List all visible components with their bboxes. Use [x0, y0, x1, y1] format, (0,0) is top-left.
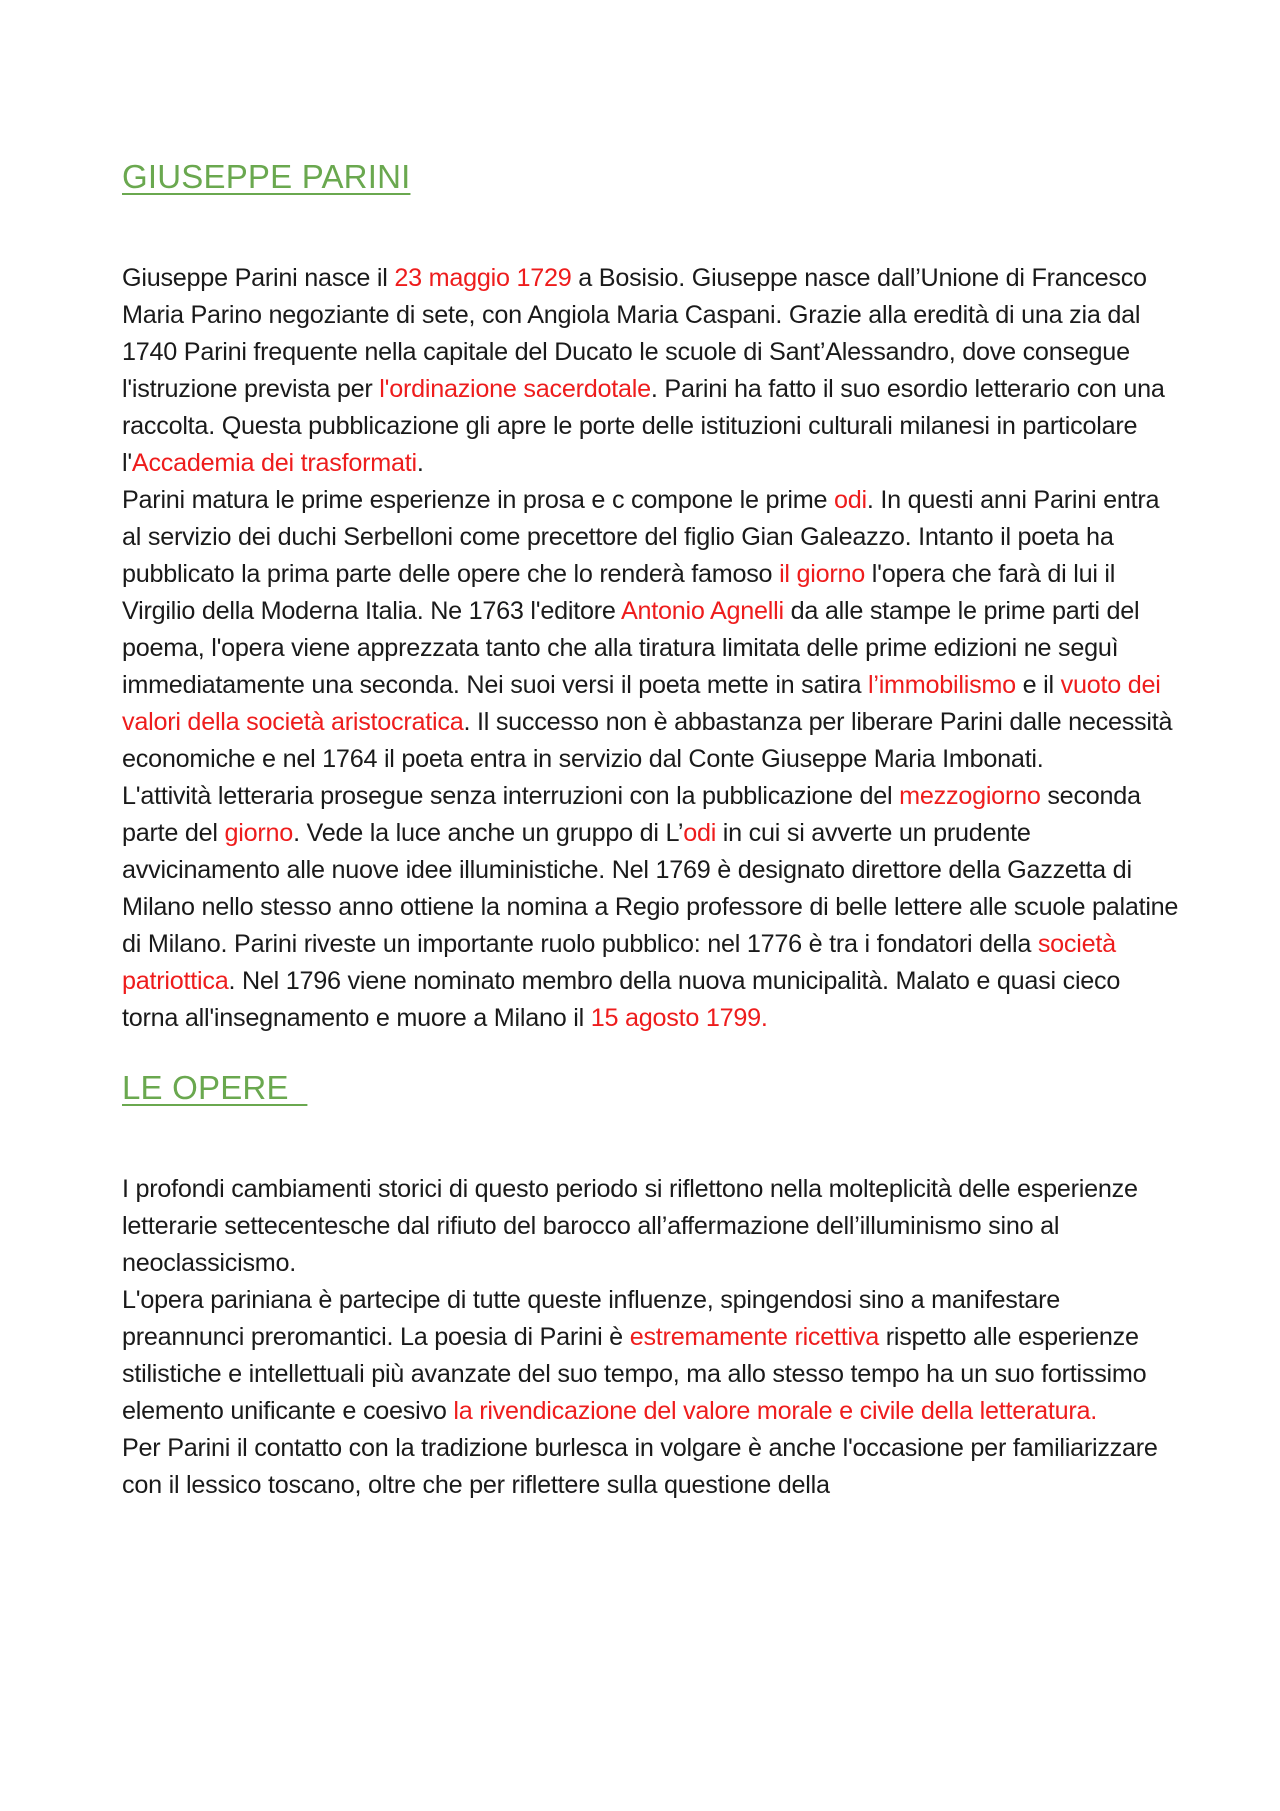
highlighted-text: mezzogiorno	[899, 782, 1041, 810]
document-page	[122, 158, 1182, 1504]
paragraph	[122, 260, 1182, 482]
paragraph-text: Giuseppe Parini nasce il	[122, 264, 395, 292]
paragraph-text: . Vede la luce anche un gruppo di L’	[293, 819, 684, 847]
section-biography	[122, 260, 1182, 1037]
highlighted-text: 23 maggio 1729	[394, 264, 572, 292]
highlighted-text: la rivendicazione del valore morale e civile della letteratura.	[453, 1397, 1098, 1425]
paragraph-text: rispetto alle esperienze stilistiche e intellettuali più avanzate del suo tempo, ma allo stesso tempo ha un suo fortissimo elemento unificante e coesivo	[122, 1323, 1147, 1425]
paragraph	[122, 1171, 1182, 1282]
paragraph-text: Per Parini il contatto con la tradizione burlesca in volgare è anche l'occasione per familiarizzare con il lessico toscano, oltre che per riflettere sulla questione della	[122, 1434, 1158, 1499]
highlighted-text: Antonio Agnelli	[620, 597, 784, 625]
paragraph-text: a Bosisio. Giuseppe nasce dall’Unione di Francesco Maria Parino negoziante di sete, con Angiola Maria Caspani. Grazie alla eredità di una zia dal 1740 Parini frequente nella capitale del Ducato le scuole di Sant’Alessandro, dove consegue l'istruzione prevista per	[122, 264, 1147, 403]
highlighted-text: odi	[833, 486, 867, 514]
paragraph-text: L'attività letteraria prosegue senza interruzioni con la pubblicazione del	[122, 782, 900, 810]
paragraph-text: l'opera che farà di lui il Virgilio della Moderna Italia. Ne 1763 l'editore	[122, 560, 1116, 625]
section-works	[122, 1171, 1182, 1504]
paragraph-text: .	[416, 449, 424, 477]
paragraph-text: seconda parte del	[122, 782, 1141, 847]
highlighted-text: giorno	[224, 819, 294, 847]
highlighted-text: 15 agosto 1799.	[590, 1004, 768, 1032]
paragraph-text: I profondi cambiamenti storici di questo periodo si riflettono nella molteplicità delle esperienze letterarie settecentesche dal rifiuto del barocco all’affermazione dell’illuminismo sino al neoclassicismo.	[122, 1175, 1138, 1277]
paragraph	[122, 482, 1182, 778]
highlighted-text: l’immobilismo	[868, 671, 1016, 699]
highlighted-text: estremamente ricettiva	[629, 1323, 879, 1351]
highlighted-text: l'ordinazione sacerdotale	[379, 375, 651, 403]
paragraph-text: . Il successo non è abbastanza per liberare Parini dalle necessità economiche e nel 1764 il poeta entra in servizio dal Conte Giuseppe Maria Imbonati.	[122, 708, 1173, 773]
paragraph	[122, 778, 1182, 1037]
paragraph-text: L'opera pariniana è partecipe di tutte queste influenze, spingendosi sino a manifestare preannunci preromantici. La poesia di Parini è	[122, 1286, 1061, 1351]
highlighted-text: Accademia dei trasformati	[131, 449, 417, 477]
highlighted-text: odi	[683, 819, 717, 847]
paragraph-text: e il	[1015, 671, 1061, 699]
heading-le-opere: LE OPERE	[122, 1069, 308, 1106]
paragraph-text: . In questi anni Parini entra al servizio dei duchi Serbelloni come precettore del figlio Gian Galeazzo. Intanto il poeta ha pubblicato la prima parte delle opere che lo renderà famoso	[122, 486, 1160, 588]
paragraph-text: Parini matura le prime esperienze in prosa e c compone le prime	[122, 486, 834, 514]
paragraph-text: . Parini ha fatto il suo esordio letterario con una raccolta. Questa pubblicazione gli apre le porte delle istituzioni culturali milanesi in particolare l'	[122, 375, 1165, 477]
highlighted-text: società patriottica	[122, 930, 1116, 995]
heading-giuseppe-parini: GIUSEPPE PARINI	[122, 158, 411, 195]
highlighted-text: il giorno	[779, 560, 866, 588]
paragraph	[122, 1430, 1182, 1504]
paragraph-text: da alle stampe le prime parti del poema, l'opera viene apprezzata tanto che alla tiratura limitata delle prime edizioni ne seguì immediatamente una seconda. Nei suoi versi il poeta mette in satira	[122, 597, 1140, 699]
highlighted-text: vuoto dei valori della società aristocratica	[122, 671, 1161, 736]
paragraph	[122, 1282, 1182, 1430]
paragraph-text: in cui si avverte un prudente avvicinamento alle nuove idee illuministiche. Nel 1769 è designato direttore della Gazzetta di Milano nello stesso anno ottiene la nomina a Regio professore di belle lettere alle scuole palatine di Milano. Parini riveste un importante ruolo pubblico: nel 1776 è tra i fondatori della	[122, 819, 1179, 958]
paragraph-text: . Nel 1796 viene nominato membro della nuova municipalità. Malato e quasi cieco torna all'insegnamento e muore a Milano il	[122, 967, 1121, 1032]
